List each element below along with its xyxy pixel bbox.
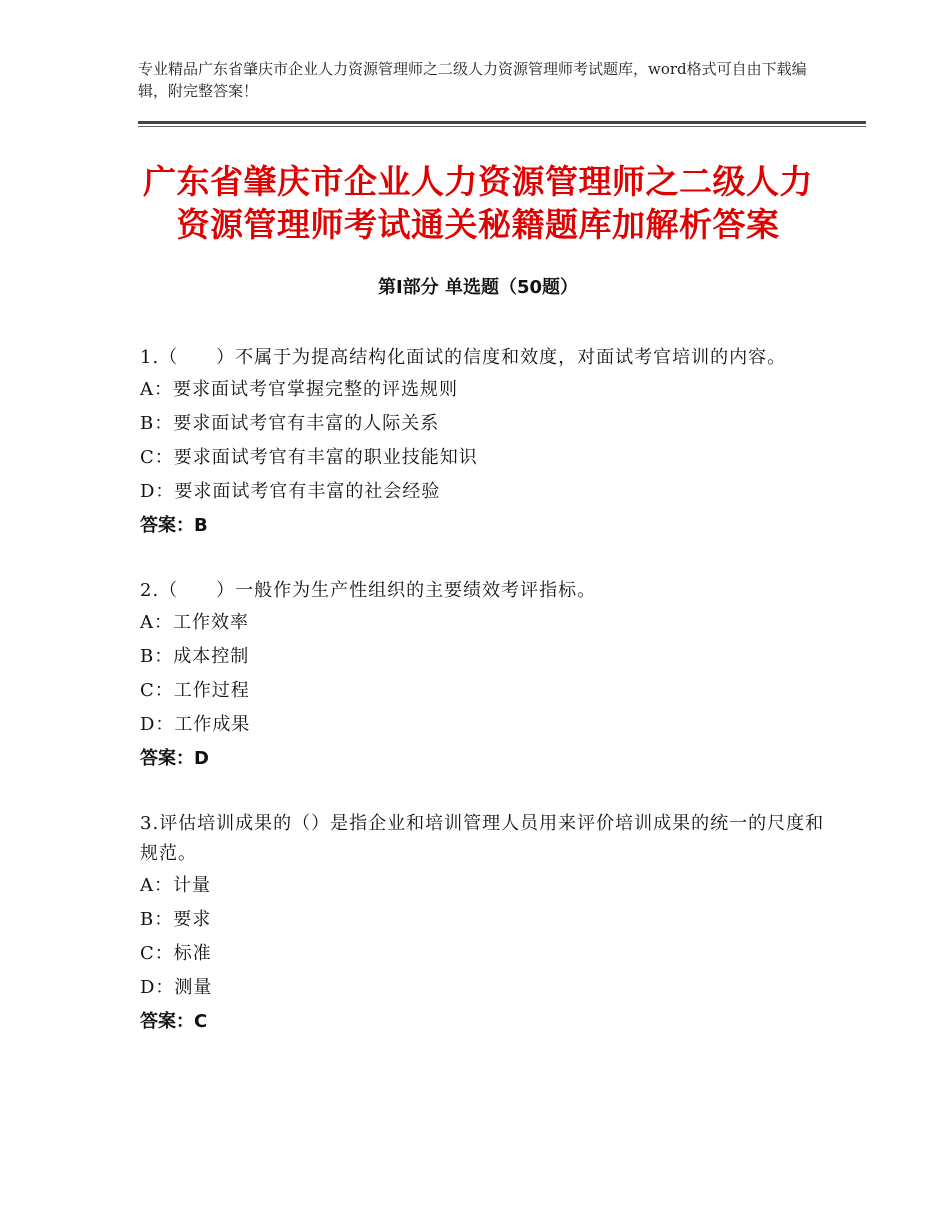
answer: 答案：C [140, 1011, 208, 1032]
answer: 答案：B [140, 515, 208, 536]
question-1 [140, 343, 830, 543]
option-d: D：测量 [140, 977, 213, 998]
header-divider-thick [138, 121, 866, 124]
option-a: A：工作效率 [140, 612, 249, 633]
section-title: 第Ⅰ部分 单选题（50题） [377, 277, 578, 298]
option-a: A：计量 [140, 875, 211, 896]
option-d: D：要求面试考官有丰富的社会经验 [140, 481, 441, 502]
document-title: 广东省肇庆市企业人力资源管理师之二级人力资源管理师考试通关秘籍题库加解析答案 [143, 162, 813, 244]
option-b: B：成本控制 [140, 646, 250, 667]
question-text: 1.（ ）不属于为提高结构化面试的信度和效度，对面试考官培训的内容。 [140, 347, 787, 368]
option-b: B：要求面试考官有丰富的人际关系 [140, 413, 440, 434]
question-text: 2.（ ）一般作为生产性组织的主要绩效考评指标。 [140, 580, 597, 601]
header-note: 专业精品广东省肇庆市企业人力资源管理师之二级人力资源管理师考试题库，word格式可自由下载编辑，附完整答案！ [138, 60, 807, 100]
option-d: D：工作成果 [140, 714, 251, 735]
option-c: C：标准 [140, 943, 212, 964]
answer: 答案：D [140, 748, 209, 769]
option-b: B：要求 [140, 909, 212, 930]
question-2 [140, 576, 830, 776]
header-divider-thin [138, 126, 866, 127]
option-c: C：要求面试考官有丰富的职业技能知识 [140, 447, 478, 468]
option-c: C：工作过程 [140, 680, 250, 701]
question-list [140, 343, 830, 1072]
question-text: 3.评估培训成果的（）是指企业和培训管理人员用来评价培训成果的统一的尺度和规范。 [140, 813, 825, 864]
option-a: A：要求面试考官掌握完整的评选规则 [140, 379, 458, 400]
question-3 [140, 809, 830, 1039]
